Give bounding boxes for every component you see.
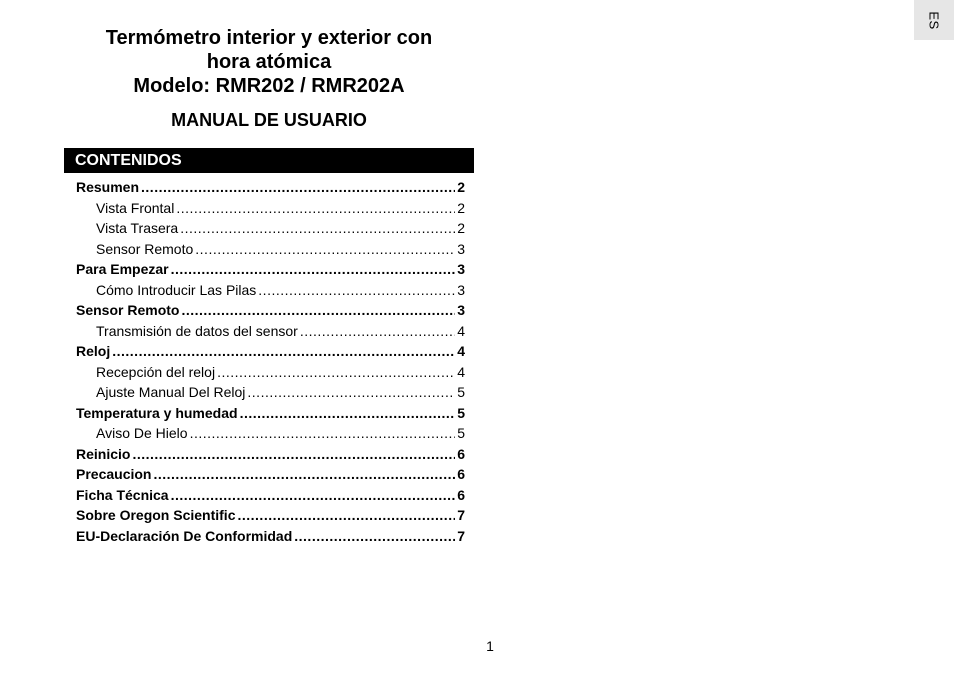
toc-dot-leader <box>217 362 455 383</box>
toc-entry-page: 6 <box>457 445 465 462</box>
toc-entry-page: 3 <box>457 240 465 257</box>
toc-entry[interactable] <box>76 177 465 198</box>
toc-entry[interactable] <box>76 505 465 526</box>
language-tab <box>914 0 954 40</box>
toc-entry-page: 5 <box>457 404 465 421</box>
toc-entry[interactable] <box>76 280 465 301</box>
toc-entry[interactable] <box>76 403 465 424</box>
toc-entry[interactable] <box>76 382 465 403</box>
toc-entry-page: 5 <box>457 425 465 441</box>
toc-entry[interactable] <box>76 423 465 444</box>
toc-dot-leader <box>132 444 455 465</box>
toc-entry[interactable] <box>76 198 465 219</box>
toc-dot-leader <box>300 321 455 342</box>
toc-entry[interactable] <box>76 362 465 383</box>
toc-entry[interactable] <box>76 321 465 342</box>
toc-entry[interactable] <box>76 239 465 260</box>
toc-entry-page: 2 <box>457 179 465 195</box>
toc-entry[interactable] <box>76 444 465 465</box>
toc-entry[interactable] <box>76 259 465 280</box>
toc-dot-leader <box>171 485 456 506</box>
toc-dot-leader <box>240 403 456 424</box>
toc-entry-page: 3 <box>457 302 465 318</box>
page-number: 1 <box>486 638 494 654</box>
toc-entry-label: Transmisión de datos del sensor <box>96 322 298 339</box>
toc-dot-leader <box>190 423 456 444</box>
toc-entry-label: Sobre Oregon Scientific <box>76 507 236 523</box>
title-line-2: hora atómica <box>206 51 332 73</box>
toc-entry-label: Vista Frontal <box>96 199 175 216</box>
document-subtitle: MANUAL DE USUARIO <box>171 110 367 130</box>
toc-entry-label: Reinicio <box>76 445 131 462</box>
toc-entry-label: Aviso De Hielo <box>96 425 188 441</box>
toc-dot-leader <box>180 218 455 239</box>
toc-entry[interactable] <box>76 300 465 321</box>
toc-entry[interactable] <box>76 218 465 239</box>
document-title <box>64 26 474 98</box>
toc-entry-page: 7 <box>457 507 465 523</box>
toc-entry-label: Precaucion <box>76 466 152 482</box>
toc-entry-label: EU-Declaración De Conformidad <box>76 527 293 544</box>
toc-entry-label: Recepción del reloj <box>96 363 216 380</box>
toc-entry-page: 6 <box>457 486 465 503</box>
toc-entry-label: Sensor Remoto <box>96 240 194 257</box>
toc-entry-label: Para Empezar <box>76 261 169 277</box>
toc-entry-page: 6 <box>457 466 465 482</box>
toc-entry-page: 2 <box>457 220 465 236</box>
toc-entry-label: Ajuste Manual Del Reloj <box>96 384 246 400</box>
toc-dot-leader <box>237 505 455 526</box>
toc-dot-leader <box>181 300 455 321</box>
language-label: ES <box>926 10 942 30</box>
toc-entry-label: Sensor Remoto <box>76 302 180 318</box>
toc-entry-page: 3 <box>457 261 465 277</box>
toc-entry[interactable] <box>76 526 465 547</box>
toc-entry-label: Ficha Técnica <box>76 486 169 503</box>
toc-entry-page: 2 <box>457 199 465 216</box>
toc-entry-label: Temperatura y humedad <box>76 404 238 421</box>
toc-dot-leader <box>258 280 455 301</box>
toc-entry-page: 5 <box>457 384 465 400</box>
toc-entry-page: 3 <box>457 281 465 298</box>
title-line-3: Modelo: RMR202 / RMR202A <box>133 75 405 97</box>
toc-dot-leader <box>141 177 455 198</box>
toc-entry-page: 4 <box>457 322 465 339</box>
toc-entry-page: 4 <box>457 343 465 359</box>
toc-entry-label: Resumen <box>76 179 140 195</box>
toc-heading: CONTENIDOS <box>64 148 474 173</box>
toc-dot-leader <box>176 198 455 219</box>
toc-dot-leader <box>171 259 456 280</box>
toc-entry[interactable] <box>76 464 465 485</box>
toc-entry[interactable] <box>76 341 465 362</box>
table-of-contents <box>76 177 465 546</box>
toc-entry-page: 4 <box>457 363 465 380</box>
toc-dot-leader <box>153 464 455 485</box>
title-line-1: Termómetro interior y exterior con <box>105 27 433 49</box>
toc-dot-leader <box>294 526 455 547</box>
toc-dot-leader <box>112 341 455 362</box>
toc-dot-leader <box>195 239 455 260</box>
toc-entry-label: Cómo Introducir Las Pilas <box>96 281 257 298</box>
toc-dot-leader <box>247 382 455 403</box>
toc-entry-label: Vista Trasera <box>96 220 179 236</box>
toc-entry-label: Reloj <box>76 343 111 359</box>
toc-entry[interactable] <box>76 485 465 506</box>
toc-entry-page: 7 <box>457 527 465 544</box>
